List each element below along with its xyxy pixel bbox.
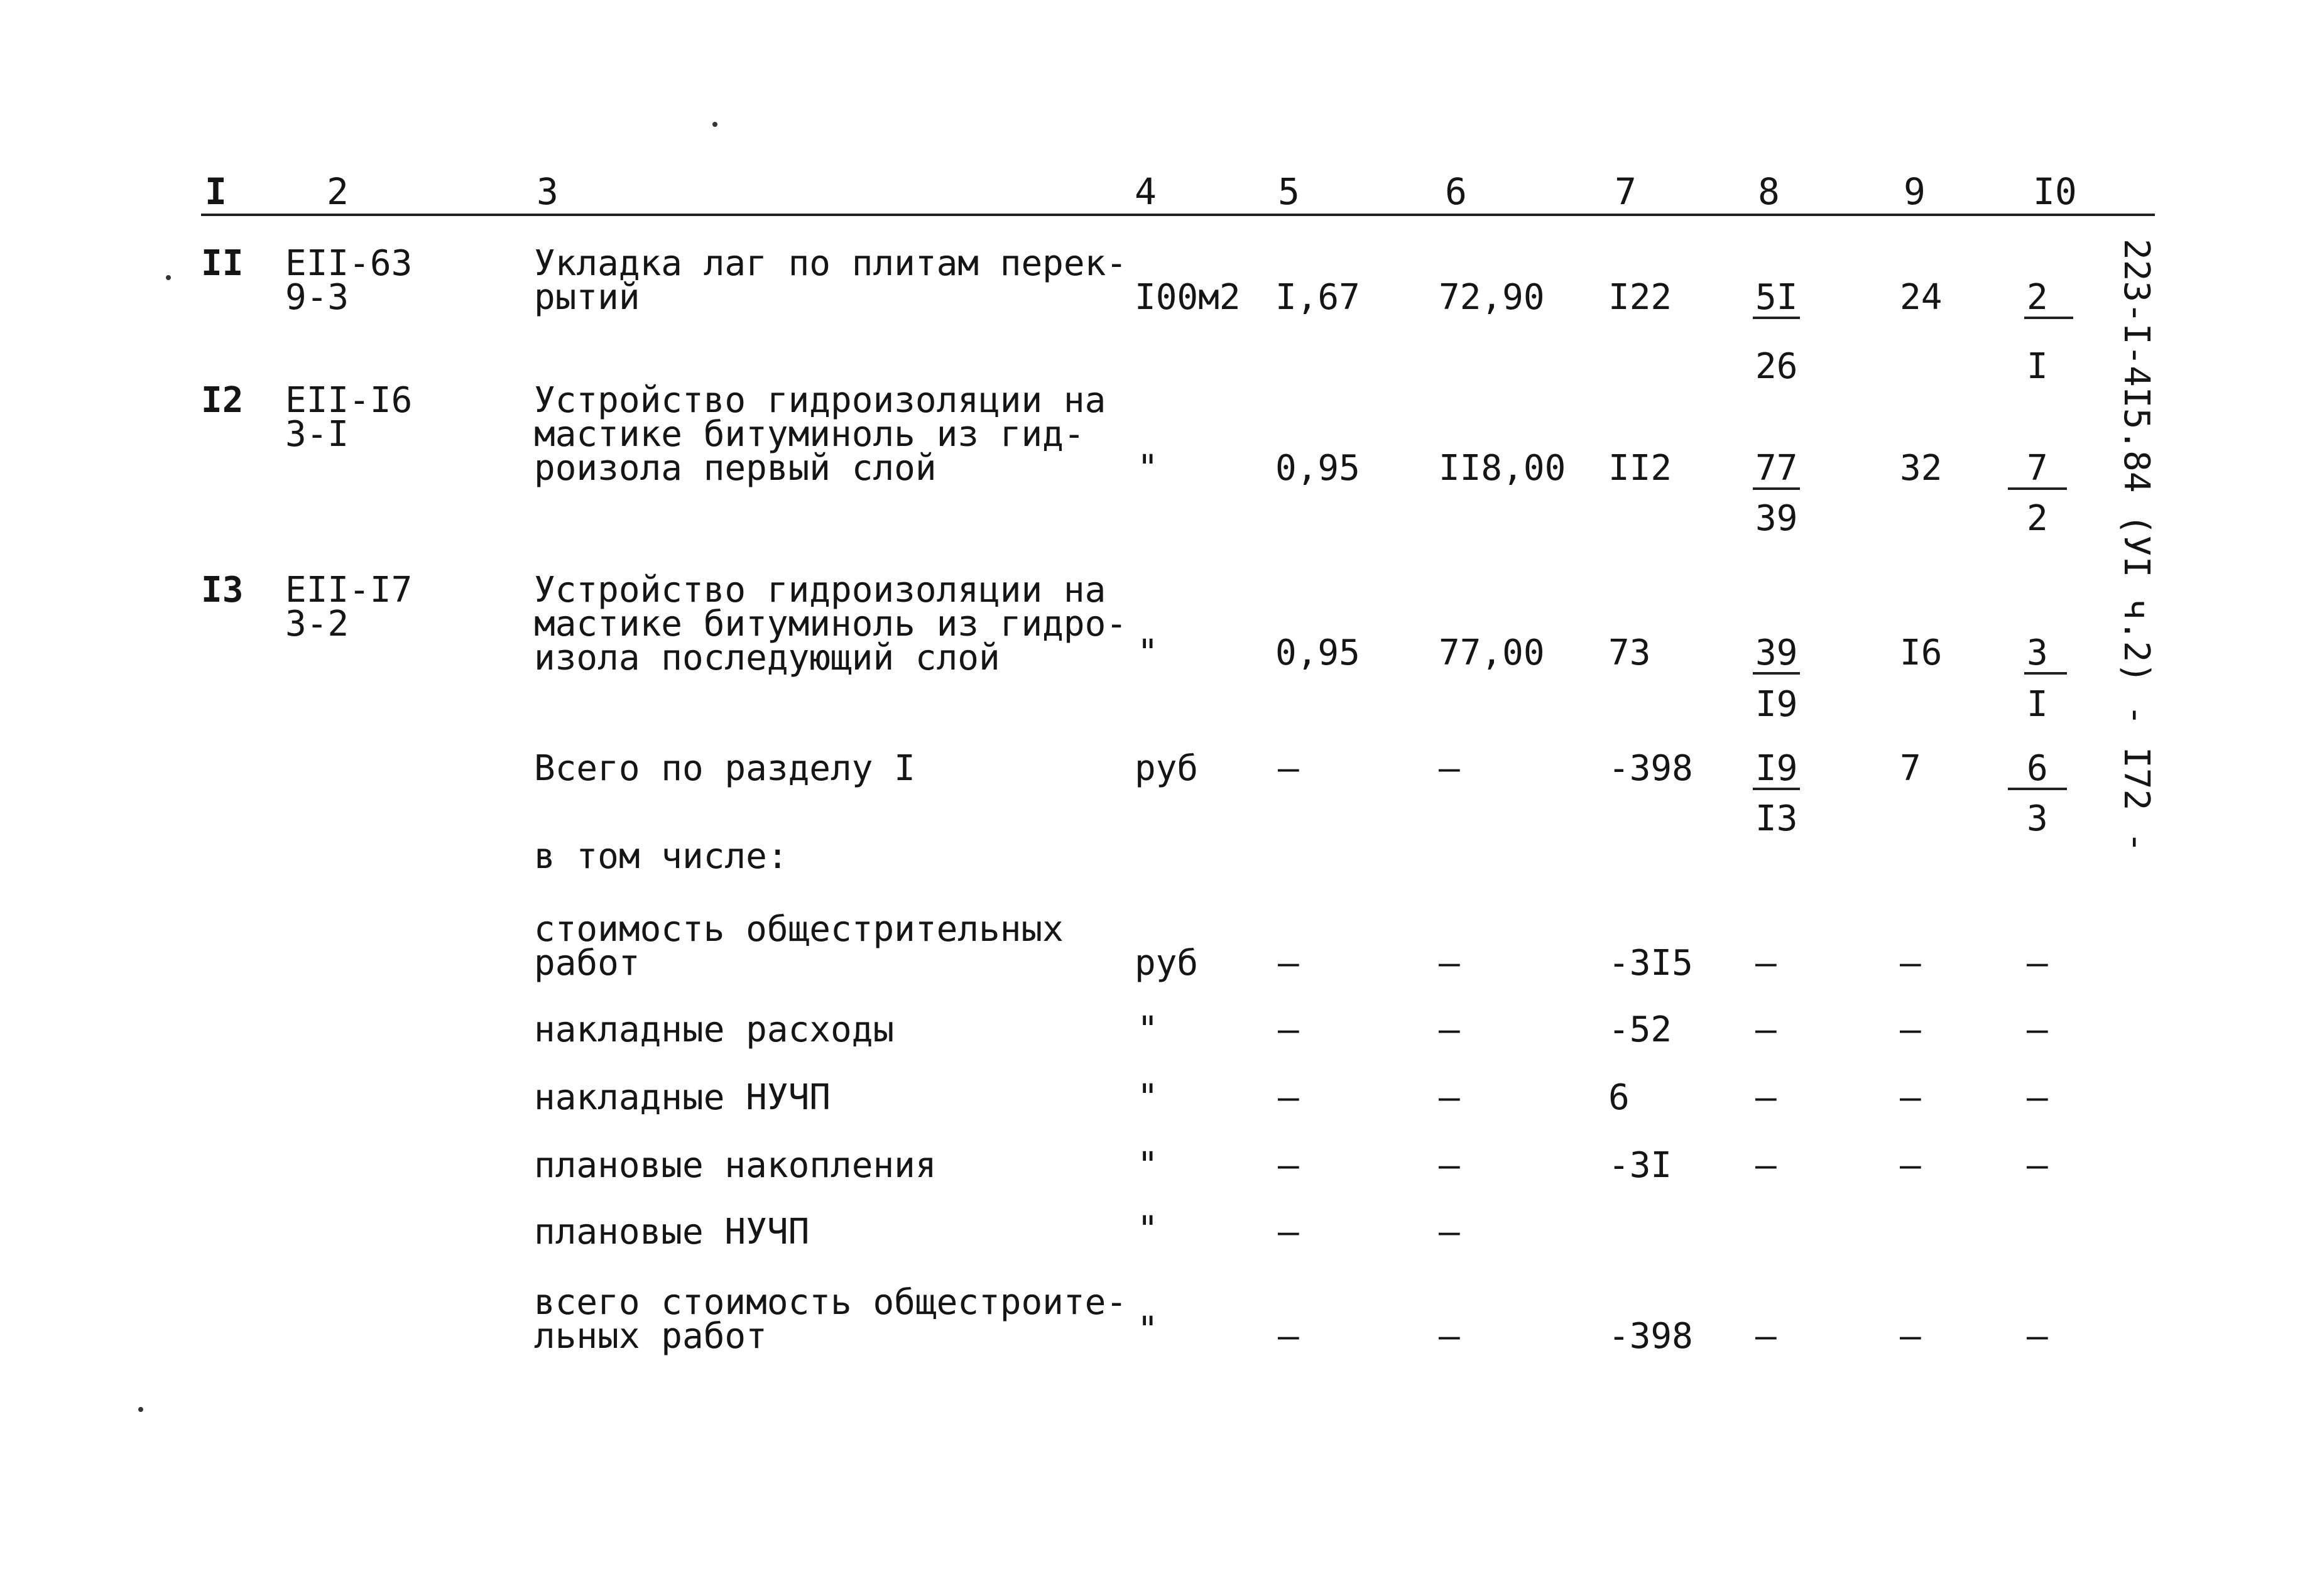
including-label: в том числе:: [534, 836, 788, 877]
col9-value: –: [1900, 1145, 1921, 1186]
col-header-5: 5: [1278, 170, 1300, 213]
norm-code: EII-I6: [285, 380, 413, 421]
unit-price: II8,00: [1439, 448, 1566, 489]
breakdown-label: стоимость общестрительных: [534, 909, 1064, 950]
breakdown-label: плановые НУЧП: [534, 1212, 810, 1252]
breakdown-label: накладные НУЧП: [534, 1077, 831, 1118]
quantity: 0,95: [1275, 448, 1360, 489]
work-description-line: мастике битуминоль из гид-: [534, 414, 1085, 455]
col5-value: –: [1278, 1077, 1299, 1118]
col7-value: -3I5: [1608, 943, 1693, 984]
unit: ": [1137, 1209, 1158, 1250]
work-description-line: мастике битуминоль из гидро-: [534, 604, 1128, 644]
scan-speck: [138, 1407, 143, 1412]
col7-value: -398: [1608, 748, 1693, 789]
col-header-3: 3: [537, 170, 559, 213]
row-number: I3: [201, 570, 244, 611]
col9-value: 32: [1900, 448, 1943, 489]
unit: ": [1137, 1009, 1158, 1050]
col10-top: 2: [2024, 280, 2073, 319]
total-cost: I22: [1608, 277, 1672, 318]
unit-price: 77,00: [1439, 632, 1545, 673]
col8-top: I9: [1753, 751, 1800, 790]
col5-value: –: [1278, 1145, 1299, 1186]
col6-value: –: [1439, 748, 1460, 789]
col10-bottom: 2: [2027, 498, 2048, 539]
work-description-line: Укладка лаг по плитам перек-: [534, 243, 1128, 284]
col8-value: –: [1755, 1077, 1777, 1118]
total-cost: II2: [1608, 448, 1672, 489]
unit: ": [1137, 1310, 1158, 1350]
col10-value: –: [2027, 1077, 2048, 1118]
col9-value: 24: [1900, 277, 1943, 318]
unit: руб: [1135, 943, 1199, 984]
col8-bottom: I3: [1755, 798, 1798, 839]
col9-value: –: [1900, 1316, 1921, 1357]
unit: ": [1137, 1077, 1158, 1118]
col6-value: –: [1439, 1077, 1460, 1118]
col-header-7: 7: [1615, 170, 1637, 213]
col9-value: 7: [1900, 748, 1921, 789]
col7-value: -52: [1608, 1009, 1672, 1050]
col6-value: –: [1439, 943, 1460, 984]
col10-value: –: [2027, 1316, 2048, 1357]
col7-value: 6: [1608, 1077, 1630, 1118]
norm-code-sub: 9-3: [285, 277, 349, 318]
norm-code-sub: 3-I: [285, 414, 349, 455]
col-header-9: 9: [1904, 170, 1926, 213]
unit-price: 72,90: [1439, 277, 1545, 318]
unit: ": [1137, 632, 1158, 673]
col9-value: –: [1900, 943, 1921, 984]
work-description-line: рытий: [534, 277, 640, 318]
col9-value: –: [1900, 1009, 1921, 1050]
col10-value: –: [2027, 1145, 2048, 1186]
col10-top: 6: [2008, 751, 2067, 790]
col-header-1: I: [205, 170, 227, 213]
col8-bottom: I9: [1755, 684, 1798, 725]
col8-bottom: 26: [1755, 346, 1798, 387]
side-document-code: 223-I-4I5.84 (УI ч.2) - I72 -: [2116, 239, 2157, 853]
breakdown-label: всего стоимость общестроите-: [534, 1282, 1128, 1323]
col5-value: –: [1278, 748, 1299, 789]
col-header-4: 4: [1135, 170, 1157, 213]
col8-value: –: [1755, 1145, 1777, 1186]
row-number: I2: [201, 380, 244, 421]
breakdown-label: льных работ: [534, 1316, 767, 1357]
col5-value: –: [1278, 943, 1299, 984]
col10-bottom: 3: [2027, 798, 2048, 839]
col-header-8: 8: [1758, 170, 1780, 213]
unit: I00м2: [1135, 277, 1241, 318]
quantity: I,67: [1275, 277, 1360, 318]
norm-code: EII-63: [285, 243, 413, 284]
header-rule: [201, 214, 2155, 216]
col8-value: –: [1755, 1009, 1777, 1050]
scan-speck: [166, 275, 171, 280]
total-cost: 73: [1608, 632, 1651, 673]
col10-top: 7: [2008, 451, 2067, 490]
col6-value: –: [1439, 1316, 1460, 1357]
col8-value: –: [1755, 943, 1777, 984]
work-description-line: изола последующий слой: [534, 638, 1000, 678]
col5-value: –: [1278, 1316, 1299, 1357]
col10-top: 3: [2024, 636, 2067, 675]
col10-bottom: I: [2027, 346, 2048, 387]
col-header-10: I0: [2033, 170, 2077, 213]
col10-bottom: I: [2027, 684, 2048, 725]
unit: руб: [1135, 748, 1199, 789]
col8-top: 39: [1753, 636, 1800, 675]
col8-top: 77: [1753, 451, 1800, 490]
work-description-line: Устройство гидроизоляции на: [534, 380, 1106, 421]
breakdown-label: накладные расходы: [534, 1009, 895, 1050]
col-header-6: 6: [1445, 170, 1467, 213]
col8-top: 5I: [1753, 280, 1800, 319]
work-description-line: Устройство гидроизоляции на: [534, 570, 1106, 611]
unit: ": [1137, 1145, 1158, 1186]
col8-value: –: [1755, 1316, 1777, 1357]
quantity: 0,95: [1275, 632, 1360, 673]
col8-bottom: 39: [1755, 498, 1798, 539]
work-description-line: роизола первый слой: [534, 448, 937, 489]
col6-value: –: [1439, 1145, 1460, 1186]
col9-value: –: [1900, 1077, 1921, 1118]
col10-value: –: [2027, 943, 2048, 984]
col10-value: –: [2027, 1009, 2048, 1050]
col6-value: –: [1439, 1009, 1460, 1050]
col5-value: –: [1278, 1212, 1299, 1252]
breakdown-label: плановые накопления: [534, 1145, 937, 1186]
norm-code: EII-I7: [285, 570, 413, 611]
col-header-2: 2: [327, 170, 349, 213]
total-label: Всего по разделу I: [534, 748, 915, 789]
row-number: II: [201, 243, 244, 284]
breakdown-label: работ: [534, 943, 640, 984]
col9-value: I6: [1900, 632, 1943, 673]
scan-speck: [712, 122, 717, 127]
col5-value: –: [1278, 1009, 1299, 1050]
unit: ": [1137, 448, 1158, 489]
col7-value: -3I: [1608, 1145, 1672, 1186]
col6-value: –: [1439, 1212, 1460, 1252]
col7-value: -398: [1608, 1316, 1693, 1357]
norm-code-sub: 3-2: [285, 604, 349, 644]
